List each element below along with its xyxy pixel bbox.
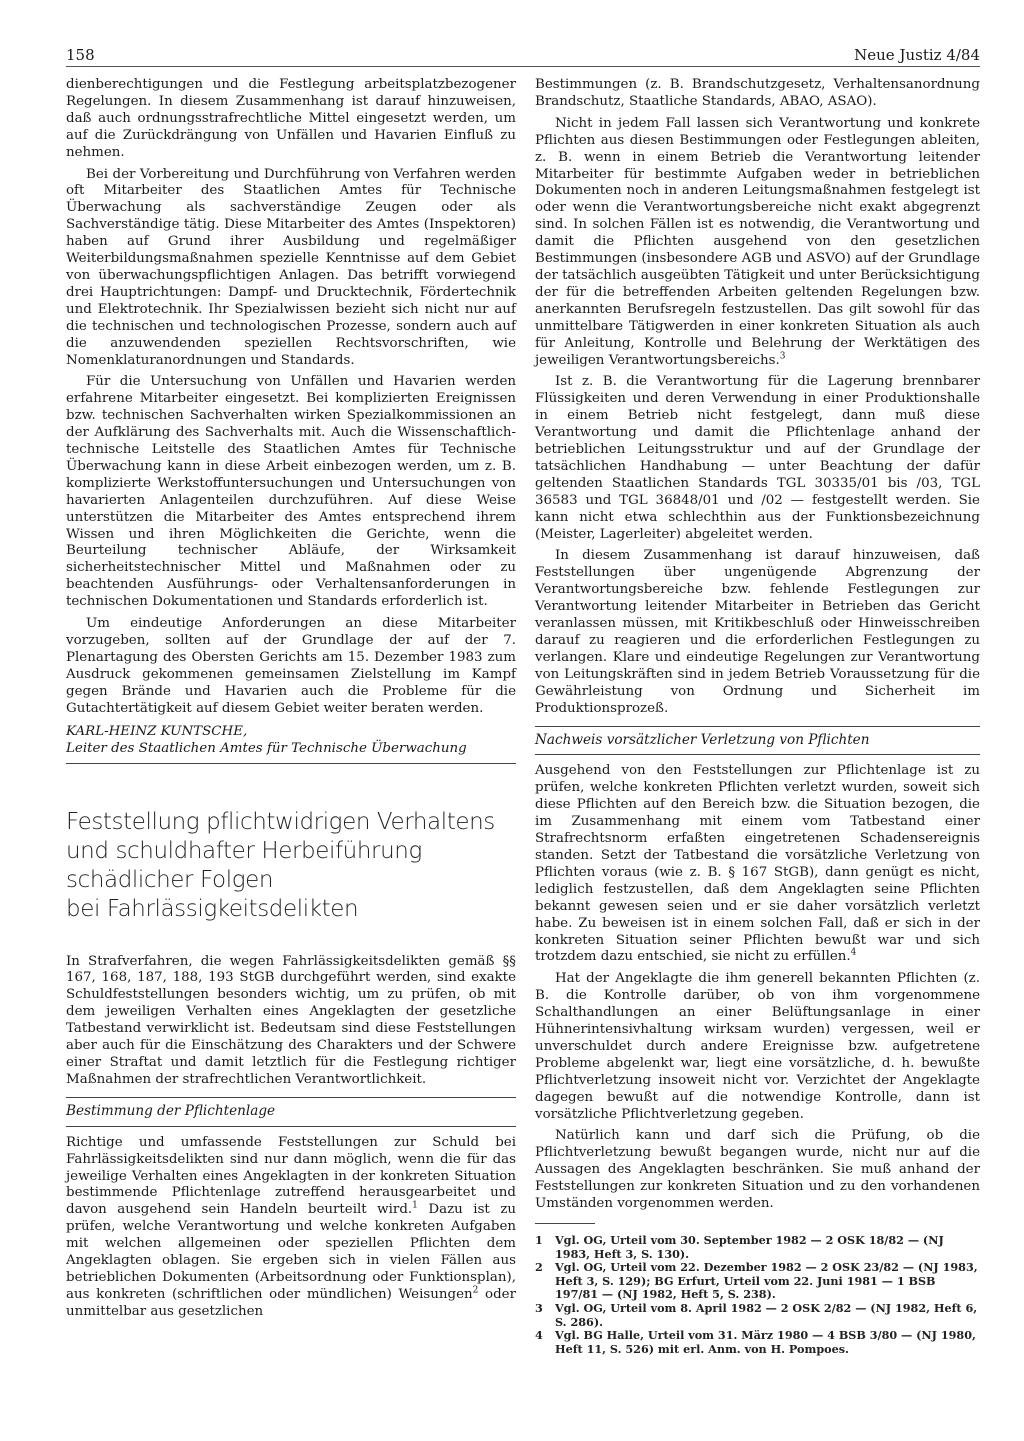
section-divider — [66, 1126, 516, 1127]
paragraph-text: Dazu ist zu prüfen, welche Verantwortung und welche konkreten Aufgaben mit welchen allgemeinen oder speziellen Pflichten dem Angeklagten oblagen. Sie ergeben sich in vielen Fällen aus betrieblichen Dokumenten (Arbeitsordnung oder Funktionsplan), aus konkreten (schriftlichen oder mündlichen) Weisungen — [66, 1202, 516, 1302]
section-heading: Nachweis vorsätzlicher Verletzung von Pflichten — [535, 731, 870, 748]
article-title-line: schädlicher Folgen — [66, 866, 274, 893]
section-heading: Bestimmung der Pflichtenlage — [66, 1102, 276, 1119]
paragraph: Für die Untersuchung von Unfällen und Havarien werden erfahrene Mitarbeiter eingesetzt. Bei komplizierten Ereignissen bzw. technischen Sachverhalten wirken Spezialkommissionen an der Aufklärung des Sachverhalts mit. Auch die Wissenschaftlich-technische Leitstelle des Staatlichen Amtes für Technische Überwachung kann in diese Arbeit einbezogen werden, um z. B. komplizierte Werkstoffuntersuchungen und Untersuchungen von havarierten Anlagenteilen durchzuführen. Auf diese Weise unterstützen die Mitarbeiter des Amtes entsprechend ihrem Wissen und ihren Möglichkeiten die Gerichte, wenn die Beurteilung technischer Abläufe, der Wirksamkeit sicherheitstechnischer Mittel und Maßnahmen oder zu beachtenden Ausführungs- oder Verhaltensanforderungen in technischen Dokumentationen und Standards erforderlich ist. — [66, 374, 516, 610]
paragraph: Um eindeutige Anforderungen an diese Mitarbeiter vorzugeben, sollten auf der Grundlage der auf der 7. Plenartagung des Obersten Gerichts am 15. Dezember 1983 zum Ausdruck gekommenen gemeinsamen Zielstellung im Kampf gegen Brände und Havarien auch die Probleme für die Gutachtertätigkeit auf diesem Gebiet weiter beraten werden. — [66, 616, 516, 716]
footnotes — [535, 1234, 980, 1356]
paragraph: In diesem Zusammenhang ist darauf hinzuweisen, daß Feststellungen über ungenügende Abgrenzung der Verantwortungsbereiche bzw. fehlende Festlegungen zur Verantwortung leitender Mitarbeiter in Betrieben das Gericht veranlassen müssen, mit Kritikbeschluß oder Hinweisschreiben darauf zu reagieren und die erforderlichen Festlegungen zu verlangen. Klare und eindeutige Regelungen zur Verantwortung von Leitungskräften sind in jedem Betrieb Voraussetzung für die Gewährleistung von Ordnung und Sicherheit im Produktionsprozeß. — [535, 548, 980, 716]
paragraph — [66, 1135, 516, 1321]
header-rule — [66, 66, 980, 67]
paragraph: Bei der Vorbereitung und Durchführung von Verfahren werden oft Mitarbeiter des Staatlichen Amtes für Technische Überwachung als sachverständige Zeugen oder als Sachverständige tätig. Diese Mitarbeiter des Amtes (Inspektoren) haben auf Grund ihrer Ausbildung und regelmäßiger Weiterbildungsmaßnahmen spezielle Kenntnisse auf dem Gebiet von überwachungspflichtigen Anlagen. Das betrifft vorwiegend drei Hauptrichtungen: Dampf- und Drucktechnik, Fördertechnik und Elektrotechnik. Ihr Spezialwissen bezieht sich nicht nur auf die technischen und technologischen Prozesse, sondern auch auf die anzuwendenden speziellen Rechtsvorschriften, wie Nomenklaturanordnungen und Standards. — [66, 166, 516, 368]
paragraph — [535, 763, 980, 966]
author-name: KARL-HEINZ KUNTSCHE, — [66, 723, 248, 739]
paragraph — [535, 116, 980, 370]
footnote-text: Vgl. OG, Urteil vom 8. April 1982 — 2 OSK 2/82 — (NJ 1982, Heft 6, S. 286). — [555, 1300, 978, 1329]
section-divider — [66, 763, 516, 764]
paragraph-text: oder unmittelbar aus gesetzlichen — [66, 1286, 517, 1319]
paragraph: Hat der Angeklagte die ihm generell bekannten Pflichten (z. B. die Kontrolle darüber, ob von ihm vorgenommene Schalthandlungen an einer Belüftungsanlage in einer Hühnerintensivhaltung wirksam wurden) vergessen, weil er unverschuldet durch andere Ereignisse bzw. aufgetretene Probleme abgelenkt war, liegt eine vorsätzliche, d. h. bewußte Pflichtverletzung insoweit nicht vor. Verzichtet der Angeklagte dagegen bewußt auf die notwendige Kontrolle, dann ist vorsätzliche Pflichtverletzung gegeben. — [535, 971, 980, 1122]
paragraph-text: Richtige und umfassende Feststellungen zur Schuld bei Fahrlässigkeitsdelikten sind nur dann möglich, wenn die für das jeweilige Verhalten eines Angeklagten in der konkreten Situation bestimmende Pflichtenlage zutreffend herausgearbeitet und davon ausgehend sein Handeln beurteilt wird. — [66, 1134, 516, 1218]
paragraph: dienberechtigungen und die Festlegung arbeitsplatzbezogener Regelungen. In diesem Zusammenhang ist darauf hinzuweisen, daß auch ordnungsstrafrechtliche Mittel eingesetzt werden, um auf die Zurückdrängung von Unfällen und Havarien Einfluß zu nehmen. — [66, 77, 516, 160]
paragraph: Natürlich kann und darf sich die Prüfung, ob die Pflichtverletzung bewußt begangen wurde, nicht nur auf die Aussagen des Angeklagten beschränken. Sie muß anhand der Feststellungen zur konkreten Situation und zu den vorhandenen Umständen vorgenommen werden. — [535, 1128, 980, 1212]
footnote-number: 2 — [535, 1260, 543, 1275]
footnote-ref: 3 — [779, 351, 786, 362]
footnote-number: 4 — [535, 1328, 543, 1343]
footnote — [535, 1261, 980, 1302]
article-title-line: bei Fahrlässigkeitsdelikten — [66, 895, 359, 922]
right-column — [535, 77, 980, 1356]
paragraph-text: Ausgehend von den Feststellungen zur Pflichtenlage ist zu prüfen, welche konkreten Pflichten verletzt wurden, soweit sich diese Pflichten auf den Bereich bzw. die Situation bezogen, die im Zusammenhang mit einem vom Tatbestand einer Strafrechtsnorm erfaßten eingetretenen Schadensereignis standen. Setzt der Tatbestand die vorsätzliche Verletzung von Pflichten voraus (wie z. B. § 167 StGB), dann genügt es nicht, lediglich festzustellen, daß dem Angeklagten seine Pflichten bekannt gewesen seien und er sie daher vorsätzlich verletzt habe. Zu beweisen ist in einem solchen Fall, daß er sich in der konkreten Situation seiner Pflichten bewußt war und sich trotzdem dazu entschied, sie nicht zu erfüllen. — [535, 763, 980, 965]
article-title-line: und schuldhafter Herbeiführung — [66, 837, 422, 864]
paragraph-text: Nicht in jedem Fall lassen sich Verantwortung und konkrete Pflichten aus diesen Bestimmungen oder Festlegungen ableiten, z. B. wenn in einem Betrieb die Verantwortung leitender Mitarbeiter für bestimmte Aufgaben weder in betrieblichen Dokumenten noch in anderen Leitungsmaßnahmen festgelegt ist oder wenn die Verantwortungsbereiche nicht exakt abgegrenzt sind. In solchen Fällen ist es notwendig, die Verantwortung und damit die Pflichten ausgehend von den gesetzlichen Bestimmungen (insbesondere AGB und ASVO) auf der Grundlage der tatsächlich ausgeübten Tätigkeit und unter Berücksichtigung der für die betreffenden Arbeiten geltenden Regelungen bzw. anerkannten Berufsregeln festzustellen. Das gilt sowohl für das unmittelbare Tätigwerden in einer konkreten Situation als auch für Anleitung, Kontrolle und Belehrung der Werktätigen des jeweiligen Verantwortungsbereichs. — [535, 115, 980, 368]
paragraph: Bestimmungen (z. B. Brandschutzgesetz, Verhaltensanordnung Brandschutz, Staatliche Standards, ABAO, ASAO). — [535, 77, 980, 109]
article-title-line: Feststellung pflichtwidrigen Verhaltens — [66, 808, 495, 835]
section-divider — [535, 754, 980, 755]
footnote-text: Vgl. BG Halle, Urteil vom 31. März 1980 — 4 BSB 3/80 — (NJ 1980, Heft 11, S. 526) mit erl. Anm. von H. Pompoes. — [555, 1328, 976, 1356]
footnote-ref: 2 — [472, 1285, 479, 1296]
footnote-text: Vgl. OG, Urteil vom 22. Dezember 1982 — 2 OSK 23/82 — (NJ 1983, Heft 3, S. 129); BG Erfurt, Urteil vom 22. Juni 1981 — 1 BSB 197/81 — (NJ 1982, Heft 5, S. 238). — [555, 1260, 978, 1302]
paragraph: Ist z. B. die Verantwortung für die Lagerung brennbarer Flüssigkeiten und deren Verwendung in einer Produktionshalle in einem Betrieb nicht festgelegt, dann muß diese Verantwortung und damit die Pflichtenlage anhand der betrieblichen Leitungsstruktur und auf der Grundlage der tatsächlichen Handhabung — unter Beachtung der dafür geltenden Staatlichen Standards TGL 30335/01 bis /03, TGL 36583 und TGL 36848/01 und /02 — festgestellt werden. Sie kann nicht etwa schlechthin aus der Funktionsbezeichnung (Meister, Lagerleiter) abgeleitet werden. — [535, 374, 980, 542]
footnote-number: 1 — [535, 1233, 543, 1247]
footnote-number: 3 — [535, 1300, 543, 1315]
journal-issue: Neue Justiz 4/84 — [854, 46, 980, 64]
footnote-ref: 4 — [850, 947, 857, 958]
page-number: 158 — [66, 46, 95, 64]
footnote-divider — [535, 1223, 595, 1224]
footnote — [535, 1329, 980, 1356]
footnote — [535, 1234, 980, 1261]
footnote-text: Vgl. OG, Urteil vom 30. September 1982 — 2 OSK 18/82 — (NJ 1983, Heft 3, S. 130). — [555, 1233, 944, 1261]
left-column — [66, 77, 516, 1326]
article-intro: In Strafverfahren, die wegen Fahrlässigkeitsdelikten gemäß §§ 167, 168, 187, 188, 193 StGB durchgeführt werden, sind exakte Schuldfeststellungen besonders wichtig, um zu prüfen, ob mit dem jeweiligen Verhalten eines Angeklagten der gesetzliche Tatbestand verwirklicht ist. Bedeutsam sind diese Feststellungen aber auch für die Einschätzung des Charakters und der Schwere einer Straftat und damit letztlich für die Festlegung richtiger Maßnahmen der strafrechtlichen Verantwortlichkeit. — [66, 953, 516, 1087]
author-role: Leiter des Staatlichen Amtes für Technische Überwachung — [66, 740, 467, 756]
footnote — [535, 1302, 980, 1329]
article-title — [66, 808, 516, 924]
footnote-ref: 1 — [412, 1200, 418, 1211]
